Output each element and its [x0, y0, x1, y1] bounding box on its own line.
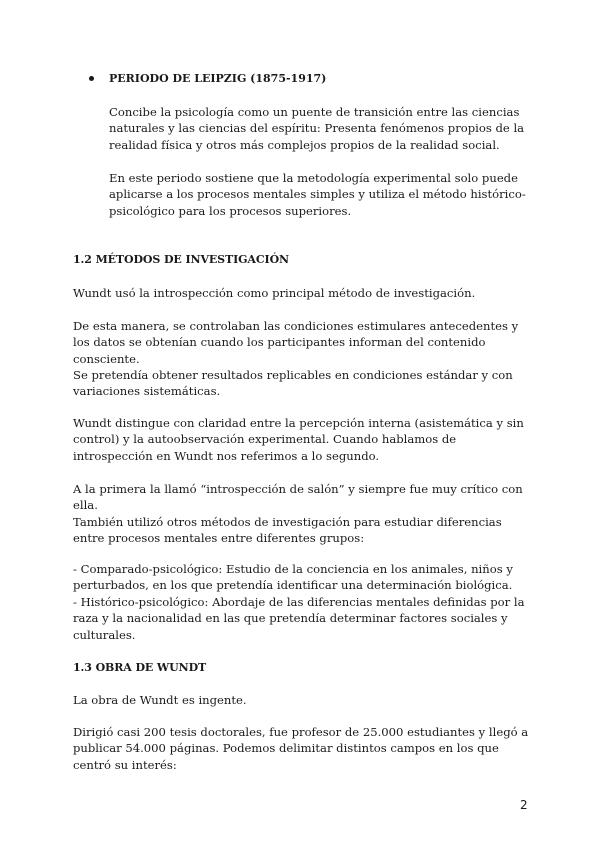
paragraph: A la primera la llamó “introspección de salón” y siempre fue muy crítico con ella. — [73, 482, 523, 513]
paragraph: Se pretendía obtener resultados replicables en condiciones estándar y con variaciones sistemáticas. — [73, 368, 513, 399]
bullet-heading: PERIODO DE LEIPZIG (1875-1917) — [109, 72, 327, 85]
page-number: 2 — [520, 798, 528, 812]
paragraph: En este periodo sostiene que la metodología experimental solo puede aplicarse a los procesos mentales simples y utiliza el método histórico-psicológico para los procesos superiores. — [109, 171, 526, 218]
paragraph: La obra de Wundt es ingente. — [73, 693, 247, 707]
list-item: - Histórico-psicológico: Abordaje de las diferencias mentales definidas por la raza y la nacionalidad en las que pretendía determinar factores sociales y culturales. — [73, 595, 525, 642]
section-heading: 1.3 OBRA DE WUNDT — [73, 661, 207, 674]
paragraph: De esta manera, se controlaban las condiciones estimulares antecedentes y los datos se obtenían cuando los participantes informan del contenido consciente. — [73, 319, 519, 366]
section-heading: 1.2 MÉTODOS DE INVESTIGACIÓN — [73, 253, 290, 266]
list-item: - Comparado-psicológico: Estudio de la conciencia en los animales, niños y perturbados, en los que pretendía identificar una determinación biológica. — [73, 562, 513, 593]
paragraph: Wundt usó la introspección como principal método de investigación. — [73, 286, 476, 300]
paragraph: También utilizó otros métodos de investigación para estudiar diferencias entre procesos mentales entre diferentes grupos: — [73, 515, 502, 546]
paragraph: Concibe la psicología como un puente de transición entre las ciencias naturales y las ciencias del espíritu: Presenta fenómenos propios de la realidad física y otros más complejos propios de la realidad social. — [109, 105, 525, 152]
bullet-icon — [89, 76, 94, 81]
paragraph: Dirigió casi 200 tesis doctorales, fue profesor de 25.000 estudiantes y llegó a publicar 54.000 páginas. Podemos delimitar distintos campos en los que centró su interés: — [73, 725, 529, 772]
paragraph: Wundt distingue con claridad entre la percepción interna (asistemática y sin control) y la autoobservación experimental. Cuando hablamos de introspección en Wundt nos referimos a lo segundo. — [73, 416, 524, 463]
